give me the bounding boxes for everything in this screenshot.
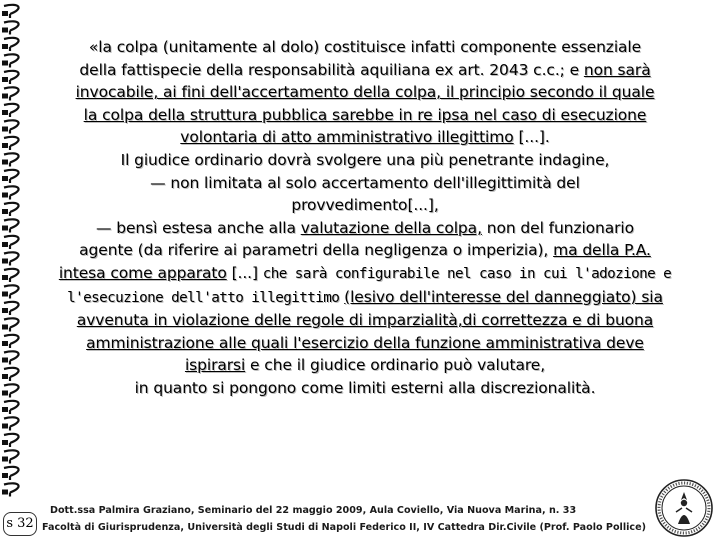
binding-hole <box>2 391 8 396</box>
binding-hole <box>2 226 8 231</box>
text-line: Il giudice ordinario dovrà svolgere una più penetrante indagine, <box>120 150 610 169</box>
binding-hole <box>2 473 8 478</box>
binding-hole <box>2 457 8 462</box>
binding-hole <box>2 325 8 330</box>
binding-hole <box>2 127 8 132</box>
binding-hole <box>2 11 8 16</box>
footer-line: Dott.ssa Palmira Graziano, Seminario del 22 maggio 2009, Aula Coviello, Via Nuova Marina, n. 33 <box>50 505 577 516</box>
text-line: intesa come apparato [...] che sarà configurabile nel caso in cui l'adozione e <box>58 263 672 282</box>
binding-hole <box>2 242 8 247</box>
text-line: avvenuta in violazione delle regole di imparzialità,di correttezza e di buona <box>76 311 654 330</box>
text-line: — bensì estesa anche alla valutazione della colpa, non del funzionario <box>95 218 635 237</box>
footer-line: Facoltà di Giurisprudenza, Università degli Studi di Napoli Federico II, IV Cattedra Dir.Civile (Prof. Paolo Pollice) <box>42 522 646 533</box>
text-line: ispirarsi e che il giudice ordinario può valutare, <box>184 356 546 375</box>
binding-hole <box>2 28 8 33</box>
university-seal-icon <box>654 478 714 538</box>
binding-hole <box>2 490 8 495</box>
binding-hole <box>2 292 8 297</box>
text-line: agente (da riferire ai parametri della negligenza o imperizia), ma della P.A. <box>79 241 651 260</box>
text-line: provvedimento[...], <box>291 196 439 215</box>
text-line: «la colpa (unitamente al dolo) costituisce infatti componente essenziale <box>88 38 642 56</box>
binding-hole <box>2 77 8 82</box>
text-line: — non limitata al solo accertamento dell'illegittimità del <box>150 173 580 192</box>
text-line: amministrazione alle quali l'esercizio della funzione amministrativa deve <box>86 333 644 352</box>
text-line: volontaria di atto amministrativo illegittimo [...]. <box>180 128 550 147</box>
binding-hole <box>2 275 8 280</box>
binding-hole <box>2 160 8 165</box>
binding-hole <box>2 209 8 214</box>
slide-body <box>32 36 698 400</box>
text-line: della fattispecie della responsabilità aquiliana ex art. 2043 c.c.; e non sarà <box>79 60 651 79</box>
slide-number: s 32 <box>3 512 37 536</box>
binding-hole <box>2 143 8 148</box>
binding-hole <box>2 440 8 445</box>
binding-hole <box>2 374 8 379</box>
binding-hole <box>2 193 8 198</box>
binding-hole <box>2 407 8 412</box>
binding-hole <box>2 94 8 99</box>
text-line: invocabile, ai fini dell'accertamento della colpa, il principio secondo il quale <box>75 83 655 102</box>
binding-hole <box>2 44 8 49</box>
text-line: la colpa della struttura pubblica sarebbe in re ipsa nel caso di esecuzione <box>83 105 647 124</box>
binding-hole <box>2 308 8 313</box>
text-line: in quanto si pongono come limiti esterni alla discrezionalità. <box>134 378 596 397</box>
binding-hole <box>2 358 8 363</box>
spiral-binding <box>0 0 30 540</box>
text-line: l'esecuzione dell'atto illegittimo (lesivo dell'interesse del danneggiato) sia <box>67 287 663 306</box>
binding-hole <box>2 61 8 66</box>
binding-hole <box>2 424 8 429</box>
slide-footer <box>42 502 652 536</box>
binding-hole <box>2 110 8 115</box>
binding-hole <box>2 176 8 181</box>
binding-hole <box>2 341 8 346</box>
binding-hole <box>2 259 8 264</box>
